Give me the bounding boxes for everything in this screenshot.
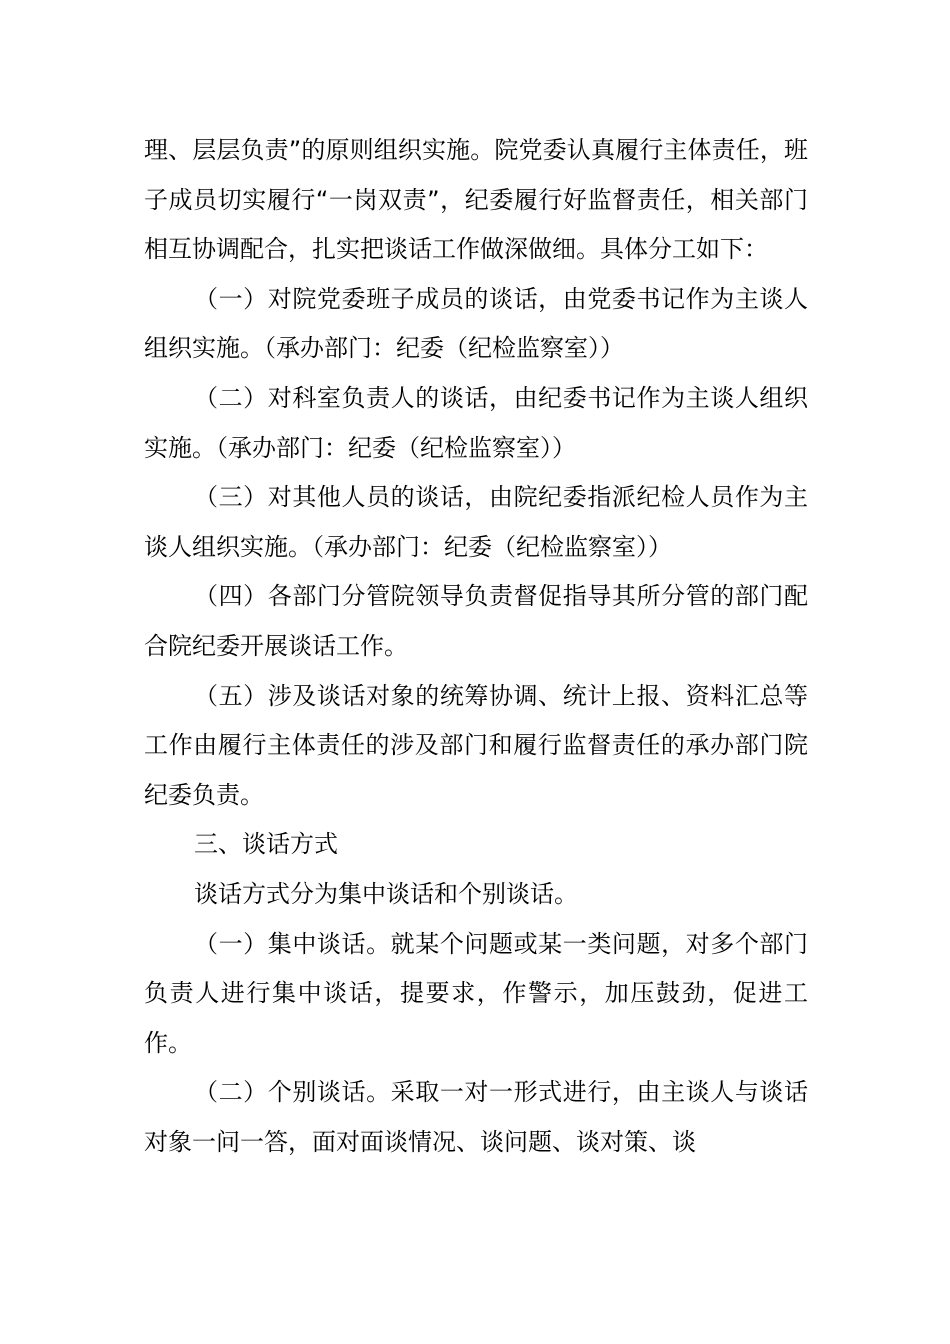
paragraph-8: （一）集中谈话。就某个问题或某一类问题，对多个部门负责人进行集中谈话，提要求，作警示，加压鼓劲，促进工作。 — [144, 929, 808, 1057]
paragraph-9: （二）个别谈话。采取一对一形式进行，由主谈人与谈话对象一问一答，面对面谈情况、谈问题、谈对策、谈 — [144, 1078, 808, 1156]
paragraph-3: （二）对科室负责人的谈话，由纪委书记作为主谈人组织实施。（承办部门：纪委（纪检监察室）） — [144, 383, 808, 462]
paragraph-2: （一）对院党委班子成员的谈话，由党委书记作为主谈人组织实施。（承办部门：纪委（纪检监察室）） — [144, 284, 808, 363]
document-body — [144, 126, 808, 1167]
paragraph-7: 谈话方式分为集中谈话和个别谈话。 — [194, 879, 578, 908]
paragraph-4: （三）对其他人员的谈话，由院纪委指派纪检人员作为主谈人组织实施。（承办部门：纪委（纪检监察室）） — [144, 483, 808, 561]
paragraph-6: （五）涉及谈话对象的统筹协调、统计上报、资料汇总等工作由履行主体责任的涉及部门和履行监督责任的承办部门院纪委负责。 — [144, 681, 808, 809]
paragraph-5: （四）各部门分管院领导负责督促指导其所分管的部门配合院纪委开展谈话工作。 — [144, 582, 808, 660]
section-heading: 三、谈话方式 — [194, 830, 338, 859]
paragraph-1: 理、层层负责”的原则组织实施。院党委认真履行主体责任，班子成员切实履行“一岗双责”，纪委履行好监督责任，相关部门相互协调配合，扎实把谈话工作做深做细。具体分工如下： — [144, 136, 808, 264]
